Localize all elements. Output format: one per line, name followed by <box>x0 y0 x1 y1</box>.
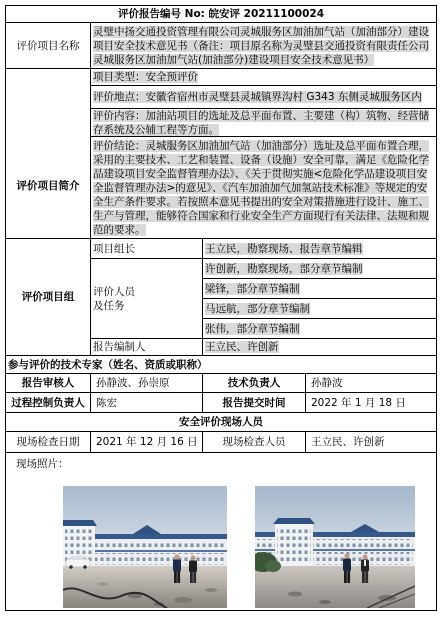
project-name-cell <box>91 23 437 69</box>
submit-date-label: 报告提交时间 <box>203 393 306 413</box>
site-photos-row <box>6 453 437 611</box>
project-team-label: 评价项目组 <box>6 239 91 356</box>
process-lead: 陈宏 <box>91 393 203 413</box>
photo-ground <box>255 566 415 608</box>
project-summary-label: 评价项目简介 <box>6 69 91 239</box>
reviewers: 孙静波、孙崇原 <box>91 374 203 393</box>
inspection-date: 2021 年 12 月 16 日 <box>91 432 203 453</box>
team-member-cell <box>203 259 437 279</box>
team-member: 张伟，部分章节编制 <box>205 322 300 335</box>
site-photos-label: 现场照片： <box>16 458 69 470</box>
team-member: 梁锋，部分章节编制 <box>205 282 300 295</box>
tech-lead: 孙静波 <box>306 374 437 393</box>
project-location-cell <box>91 86 437 109</box>
team-leader: 王立民，勘察现场、报告章节编辑 <box>205 242 363 255</box>
experts-row <box>6 356 437 374</box>
team-leader-label: 项目组长 <box>91 239 203 259</box>
site-inspection-row <box>6 432 437 453</box>
project-name-value: 灵璧中扬交通投资管理有限公司灵城服务区加油加气站（加油部分）建设项目安全技术意见书（备注：项目原名称为灵璧县交通投资有限责任公司灵城服务区加油加气站(加油部分)建设项目安全技术意见书） <box>93 25 429 66</box>
report-number-row <box>6 6 437 23</box>
project-content-cell <box>91 109 437 137</box>
team-members-label: 评价人员及任务 <box>93 285 135 312</box>
team-member: 许创新，勘察现场，部分章节编制 <box>205 262 363 275</box>
reviewer-label: 报告审核人 <box>6 374 91 393</box>
project-content: 评价内容：加油站项目的选址及总平面布置、主要建（构）筑物、经营储存系统及公辅工程等方面。 <box>93 109 429 136</box>
experts-heading: 参与评价的技术专家（姓名、资质或职称） <box>6 356 437 374</box>
report-number: 评价报告编号 No: 皖安评 20211100024 <box>6 6 437 23</box>
project-name-label: 评价项目名称 <box>6 23 91 69</box>
project-type-cell <box>91 69 437 86</box>
project-conclusion-cell <box>91 137 437 239</box>
site-photo-right <box>255 486 415 608</box>
tech-lead-label: 技术负责人 <box>203 374 306 393</box>
team-member-cell <box>203 319 437 339</box>
report-author-label: 报告编制人 <box>91 339 203 356</box>
inspectors: 王立民、许创新 <box>306 432 437 453</box>
site-photos <box>8 453 434 609</box>
evaluation-report-form <box>5 5 437 611</box>
site-staff-heading: 安全评价现场人员 <box>6 413 437 432</box>
project-conclusion: 评价结论：灵城服务区加油加气站（加油部分）选址及总平面布置合理，采用的主要技术、工艺和装置、设备（设施）安全可靠，满足《危险化学品建设项目安全监督管理办法》、《关于贯彻实施<危险化学品建设项目安全监督管理办法>的意见》、《汽车加油加气加氢站技术标准》等规定的安全生产条件要求。若按照本意见书提出的安全对策措施进行设计、施工、生产与管理，能够符合国家和行业安全生产方面现行有关法律、法规和规范的要求。 <box>93 139 429 236</box>
team-leader-cell <box>203 239 437 259</box>
submit-date: 2022 年 1 月 18 日 <box>306 393 437 413</box>
report-author-cell <box>203 339 437 356</box>
site-heading-row <box>6 413 437 432</box>
team-leader-row <box>6 239 437 259</box>
inspectors-label: 现场检查人员 <box>203 432 306 453</box>
site-photos-cell <box>6 453 437 611</box>
team-members-label-cell <box>91 259 203 339</box>
team-member-cell <box>203 279 437 299</box>
project-type: 项目类型：安全预评价 <box>93 71 198 83</box>
project-type-row <box>6 69 437 86</box>
project-name-row <box>6 23 437 69</box>
photo-ground <box>63 566 227 608</box>
project-location: 评价地点：安徽省宿州市灵璧县灵城镇界沟村 G343 东侧灵城服务区内 <box>93 91 422 103</box>
team-member: 马远航，部分章节编制 <box>205 302 310 315</box>
reviewer-row <box>6 374 437 393</box>
team-member-cell <box>203 299 437 319</box>
site-photo-left <box>63 486 227 608</box>
process-lead-label: 过程控制负责人 <box>6 393 91 413</box>
report-authors: 王立民、许创新 <box>205 341 279 353</box>
inspection-date-label: 现场检查日期 <box>6 432 91 453</box>
process-row <box>6 393 437 413</box>
